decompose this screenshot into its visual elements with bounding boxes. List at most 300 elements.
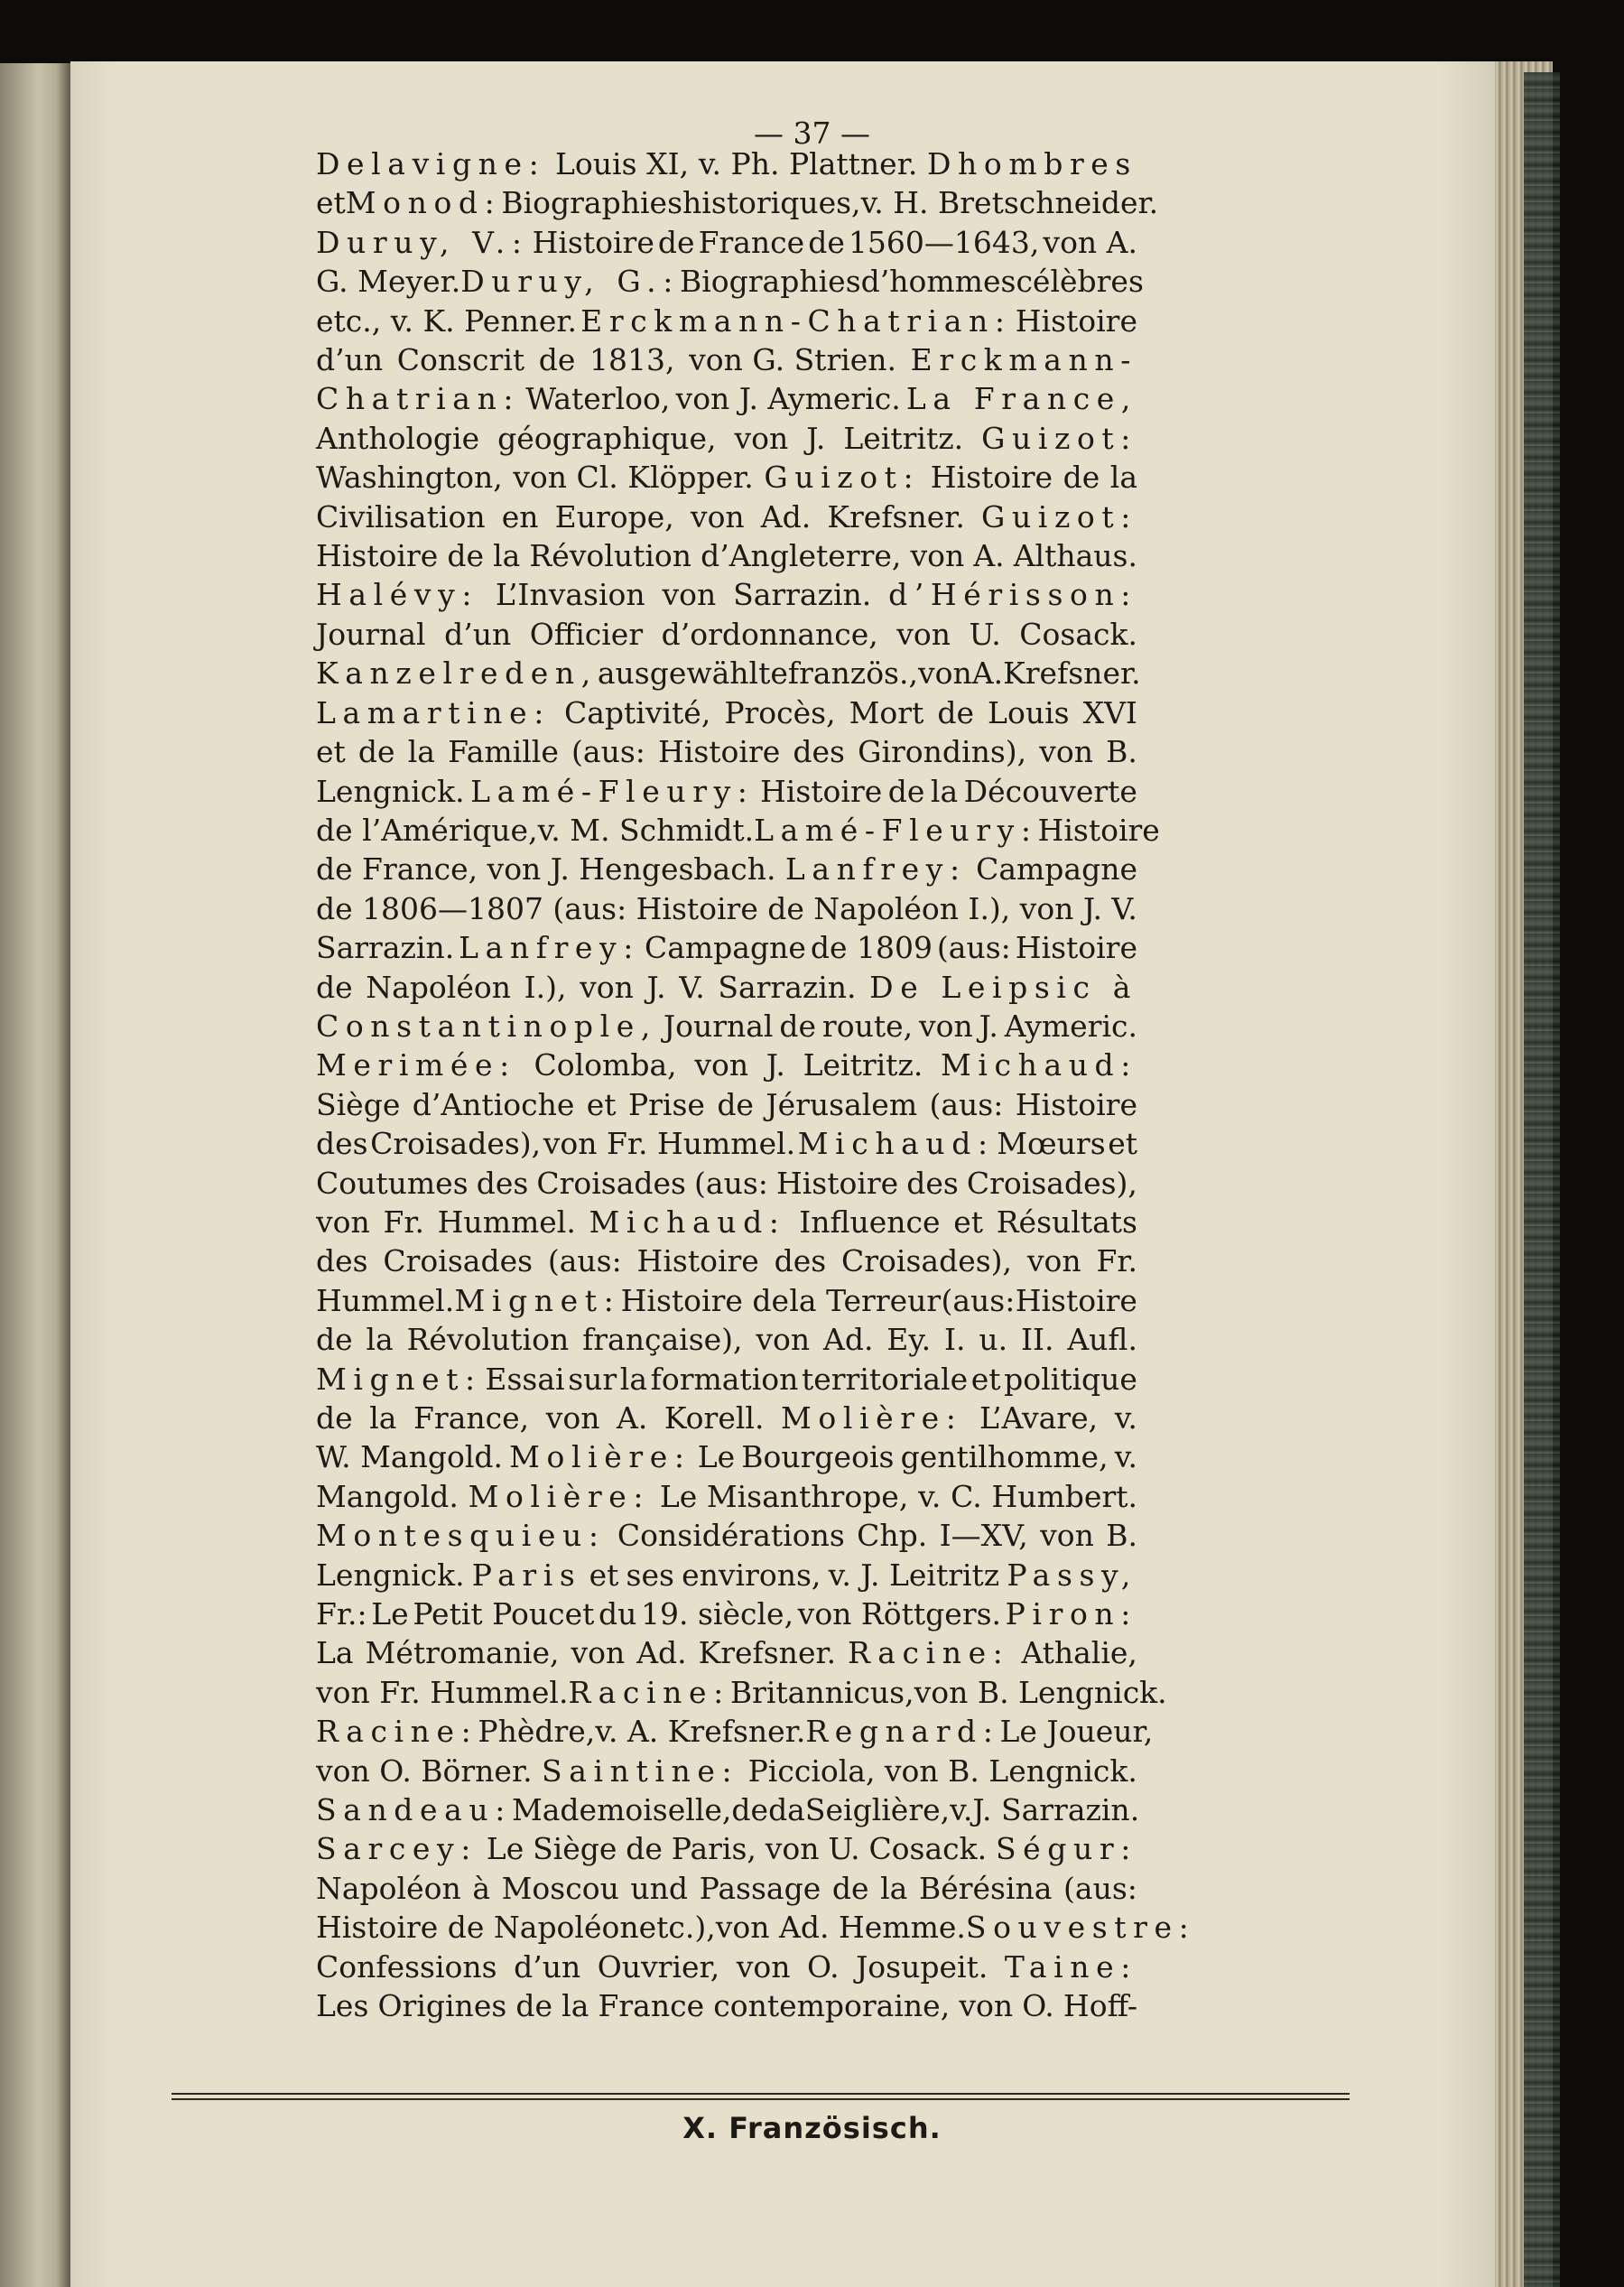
text-word: Mademoiselle, [511, 1792, 732, 1828]
text-word: et [1108, 1126, 1137, 1162]
text-word: XI, [646, 146, 690, 181]
text-line [316, 379, 1137, 418]
text-line [316, 1752, 1137, 1790]
text-word: 19. siècle, [641, 1596, 794, 1632]
text-word: v. A. Krefsner. [595, 1714, 806, 1750]
text-word: Origines [377, 1988, 507, 2024]
text-line [316, 1673, 1167, 1712]
text-word: von [884, 1752, 939, 1789]
text-word: von [316, 1752, 370, 1789]
text-line [316, 1124, 1137, 1163]
text-word: des [476, 1165, 529, 1201]
text-word: von [316, 1204, 370, 1240]
text-word: Découverte [963, 773, 1137, 809]
text-word: von [571, 1635, 626, 1671]
text-word: Napoléon [366, 969, 511, 1005]
text-word: Campagne [644, 930, 806, 966]
text-line [316, 1360, 1137, 1399]
text-word: des [906, 1165, 959, 1201]
author-name: Lamé-Fleury: [754, 812, 1038, 848]
text-word: W. Mangold. [316, 1439, 504, 1475]
section-footer: X. Französisch. [682, 2111, 942, 2145]
text-word: Le Joueur, [999, 1714, 1154, 1750]
text-word: Journal [316, 616, 426, 652]
text-word: route, [821, 1008, 914, 1044]
author-name: Mignet: [454, 1282, 621, 1318]
text-word: Journal [663, 1008, 774, 1044]
text-word: Considérations [617, 1518, 845, 1554]
text-word: Louis [554, 146, 637, 181]
text-line [316, 811, 1160, 850]
text-word: Fr. [383, 1204, 424, 1240]
text-word: J. [979, 1008, 998, 1044]
text-word: von [694, 1047, 749, 1083]
text-word: Athalie, [1021, 1635, 1137, 1671]
text-line [316, 1007, 1137, 1046]
text-word: v. [950, 1792, 973, 1828]
text-word: Fr.: [316, 1596, 367, 1632]
text-word: Officier [529, 616, 644, 652]
text-word: Résultats [996, 1204, 1137, 1240]
text-word: Aymeric. [1004, 1008, 1137, 1044]
text-word: Famille [448, 734, 559, 770]
text-line [316, 144, 1137, 183]
author-name: Paris [471, 1557, 582, 1593]
text-word: de [538, 342, 576, 378]
text-word: Croisades [383, 1243, 534, 1279]
text-word: et [953, 1204, 984, 1240]
author-name: Guizot: [981, 420, 1137, 456]
text-word: 1813, [589, 342, 675, 378]
text-word: et [316, 185, 346, 221]
text-word: gentilhomme, [900, 1439, 1109, 1475]
text-line [316, 1477, 1137, 1516]
text-word: Britannicus, [729, 1674, 914, 1710]
author-name: Lamé-Fleury: [470, 773, 755, 809]
text-word: A. [971, 655, 1004, 692]
text-word: Josupeit. [856, 1948, 988, 1985]
text-word: U. [969, 616, 1001, 652]
text-word: Korell. [664, 1400, 765, 1436]
text-word: von B. Lengnick. [914, 1674, 1167, 1710]
text-word: la [561, 1988, 589, 2024]
text-word: Histoire [636, 890, 758, 926]
text-word: von A. [1043, 224, 1137, 260]
text-line [316, 536, 1137, 575]
text-word: (aus: [929, 1086, 1004, 1122]
text-word: de [731, 1792, 769, 1828]
text-word: la [1109, 460, 1137, 496]
text-word: I. [943, 1322, 966, 1358]
text-word: von [917, 655, 972, 692]
text-word: Histoire [930, 460, 1053, 496]
text-word: Les [316, 1988, 369, 2024]
text-line [316, 1986, 1137, 2025]
text-word: v. Ph. Plattner. [698, 146, 918, 181]
author-name: De Leipsic à [869, 969, 1137, 1005]
text-line [316, 1712, 1154, 1751]
text-word: environs, [682, 1557, 821, 1593]
text-word: France [598, 1988, 705, 2024]
text-line [316, 1046, 1137, 1084]
text-word: und [630, 1870, 689, 1906]
text-word: u. [979, 1322, 1008, 1358]
text-word: Seiglière, [804, 1792, 951, 1828]
text-word: Histoire [658, 734, 781, 770]
text-word: et [970, 1361, 1001, 1397]
text-word: von [1026, 1243, 1081, 1279]
text-line [316, 1516, 1137, 1555]
text-word: de [515, 1988, 553, 2024]
text-word: ses [626, 1557, 674, 1593]
text-word: (aus: [1063, 1870, 1137, 1906]
author-name: La France, [905, 381, 1137, 417]
author-name: Souvestre: [965, 1910, 1196, 1946]
text-word: Leitritz. [803, 1047, 923, 1083]
text-word: B. [1106, 1518, 1137, 1554]
text-line [316, 340, 1137, 379]
text-word: Krefsner. [1003, 655, 1141, 692]
text-word: von [690, 498, 745, 535]
text-word: d’un [444, 616, 512, 652]
text-word: Métromanie, [365, 1635, 560, 1671]
text-word: von Röttgers. [797, 1596, 1002, 1632]
text-word: Ouvrier, [597, 1948, 720, 1985]
text-word: Europe, [554, 498, 674, 535]
text-word: la [493, 538, 521, 574]
text-word: Hoff- [1063, 1988, 1137, 2024]
text-word: Hengesbach. [579, 851, 776, 888]
text-line [316, 1203, 1137, 1241]
text-word: et [589, 1557, 619, 1593]
text-word: Le [371, 1596, 409, 1632]
text-word: Krefsner. [827, 498, 965, 535]
text-word: Cosack. [868, 1831, 988, 1867]
text-word: France, [362, 851, 478, 888]
text-word: Ad. [760, 498, 812, 535]
text-word: Biographies [501, 185, 683, 221]
text-word: v. [918, 1478, 942, 1514]
text-word: O. [806, 1948, 840, 1985]
text-word: Napoléon [316, 1870, 461, 1906]
text-word: B. [948, 1752, 979, 1789]
text-word: de [316, 890, 353, 926]
author-name: d’Hérisson: [888, 577, 1137, 613]
text-word: ausgewählte [597, 655, 788, 692]
text-word: J. [550, 851, 570, 888]
text-word: de [316, 1322, 353, 1358]
text-line [316, 889, 1137, 928]
author-name: Michaud: [941, 1047, 1137, 1083]
text-word: de [937, 694, 975, 730]
author-name: Ségur: [995, 1831, 1137, 1867]
text-line [316, 1164, 1137, 1203]
author-name: Taine: [1004, 1948, 1137, 1985]
text-word: (aus: [547, 1243, 622, 1279]
text-word: U. [828, 1831, 860, 1867]
text-line [316, 1594, 1137, 1633]
text-word: v. [1114, 1400, 1137, 1436]
text-word: Passage [699, 1870, 821, 1906]
text-word: Histoire [1015, 1086, 1137, 1122]
text-word: von [910, 538, 965, 574]
author-name: Constantinople, [316, 1008, 657, 1044]
text-word: d’Antioche [412, 1086, 575, 1122]
text-word: d’Angleterre, [701, 538, 902, 574]
text-word: Phèdre, [478, 1714, 596, 1750]
text-word: d’un [514, 1948, 581, 1985]
text-word: Conscrit [396, 342, 525, 378]
text-word: Mort [849, 694, 924, 730]
text-word: des [774, 1243, 827, 1279]
text-word: Le Misanthrope, [659, 1478, 909, 1514]
text-word: Chp. [857, 1518, 928, 1554]
text-word: de [626, 1831, 663, 1867]
text-word: II. [1020, 1322, 1054, 1358]
text-line [316, 1948, 1137, 1986]
author-name: Chatrian: [316, 381, 521, 417]
text-word: (aus: [571, 734, 645, 770]
text-word: Révolution [529, 538, 692, 574]
text-word: Histoire de [620, 1282, 790, 1318]
text-word: contemporaine, [713, 1988, 951, 2024]
text-word: de [831, 1870, 869, 1906]
text-word: Influence [799, 1204, 941, 1240]
text-word: Moscou [501, 1870, 619, 1906]
text-line [316, 497, 1137, 536]
text-word: de [657, 224, 695, 260]
text-word: Lengnick. [316, 1557, 465, 1593]
text-word: territoriale [801, 1361, 969, 1397]
author-name: Michaud: [589, 1204, 786, 1240]
author-name: Regnard: [805, 1714, 1000, 1750]
text-line [316, 419, 1137, 458]
text-word: V. [1111, 890, 1137, 926]
text-word: Histoire [775, 1165, 899, 1201]
author-name: Racine: [568, 1674, 730, 1710]
author-name: Guizot: [764, 460, 921, 496]
text-word: Aufl. [1067, 1322, 1137, 1358]
text-word: historiques, [682, 185, 861, 221]
text-word: v. H. Bretschneider. [860, 185, 1159, 221]
text-line [316, 772, 1137, 811]
author-name: Merimée: [316, 1047, 516, 1083]
text-word: Colomba, [534, 1047, 677, 1083]
text-word: de [316, 969, 353, 1005]
text-word: France, [413, 1400, 530, 1436]
text-word: Althaus. [1013, 538, 1137, 574]
text-word: J. [766, 1047, 785, 1083]
text-word: à [472, 1870, 491, 1906]
text-word: Washington, [316, 460, 503, 496]
text-word: la [369, 1400, 397, 1436]
author-name: Duruy, V.: [316, 224, 529, 260]
text-word: J. [806, 420, 826, 456]
author-name: Erckmann- [910, 342, 1137, 378]
text-word: et [316, 734, 346, 770]
author-name: Passy, [1007, 1557, 1137, 1593]
text-word: et [586, 1086, 617, 1122]
text-word: de [357, 734, 395, 770]
text-word: von Ad. Hemme. [715, 1910, 966, 1946]
text-word: Révolution [406, 1322, 570, 1358]
text-line [316, 458, 1137, 497]
text-word: Sarrazin. [718, 969, 857, 1005]
text-word: de [767, 890, 804, 926]
text-line [316, 850, 1137, 888]
text-word: la [366, 1322, 394, 1358]
author-name: Lanfrey: [459, 930, 640, 966]
author-name: Molière: [781, 1400, 963, 1436]
text-word: J. Sarrazin. [972, 1792, 1140, 1828]
text-word: (aus: [936, 930, 1011, 966]
text-word: Histoire [1015, 930, 1137, 966]
text-word: von [1039, 734, 1094, 770]
author-name: Lamartine: [316, 694, 551, 730]
text-word: B. [1106, 734, 1137, 770]
text-word: Siège [533, 1831, 617, 1867]
author-name: Delavigne: [316, 146, 546, 181]
text-word: Jérusalem [766, 1086, 918, 1122]
text-word: d’hommes [860, 264, 1016, 300]
text-word: Le [697, 1439, 736, 1475]
text-line [316, 1829, 1137, 1868]
text-word: la Terreur [789, 1282, 942, 1318]
text-line [316, 302, 1137, 340]
text-word: la [930, 773, 959, 809]
text-word: la [407, 734, 435, 770]
text-word: Bérésina [918, 1870, 1053, 1906]
text-line [316, 654, 1141, 693]
text-word: Lengnick. [316, 773, 465, 809]
author-name: Sarcey: [316, 1831, 478, 1867]
text-word: Cosack. [1019, 616, 1137, 652]
text-word: de [447, 538, 484, 574]
text-word: d’un [316, 342, 384, 378]
text-word: la [619, 1361, 647, 1397]
text-word: Histoire [1037, 812, 1160, 848]
text-word: la [880, 1870, 908, 1906]
text-word: Essai [485, 1361, 565, 1397]
text-word: von [734, 420, 789, 456]
text-word: von [580, 969, 634, 1005]
text-line [316, 615, 1137, 654]
text-word: française), [582, 1322, 743, 1358]
text-word: Fr. [1096, 1243, 1137, 1279]
text-word: I—XV, [939, 1518, 1028, 1554]
author-name: Molière: [468, 1478, 651, 1514]
text-word: Coutumes [316, 1165, 469, 1201]
text-word: Croisades), [841, 1243, 1013, 1279]
text-word: 1806—1807 [362, 890, 543, 926]
text-word: XVI [1082, 694, 1137, 730]
text-word: A. [617, 1400, 648, 1436]
text-word: von Fr. Hummel. [543, 1126, 796, 1162]
text-line [316, 1790, 1140, 1829]
text-word: (aus: [552, 890, 627, 926]
text-word: Girondins), [858, 734, 1027, 770]
text-line [316, 223, 1137, 262]
text-word: Captivité, [563, 694, 711, 730]
text-word: von [1040, 1518, 1094, 1554]
text-word: (aus: [694, 1165, 768, 1201]
text-word: von [896, 616, 951, 652]
text-word: Siège [316, 1086, 401, 1122]
bibliography-text [316, 144, 1196, 2026]
text-word: Petit Poucet [413, 1596, 595, 1632]
text-word: von [756, 1322, 811, 1358]
text-word: V. [679, 969, 705, 1005]
text-word: de [316, 851, 353, 888]
text-word: Histoire de Napoléon [316, 1910, 639, 1946]
text-line [316, 1908, 1196, 1947]
text-word: Prise [627, 1086, 705, 1122]
text-word: de [887, 773, 925, 809]
text-word: von [1019, 890, 1074, 926]
text-word: 1560—1643, [848, 224, 1040, 260]
text-word: Bourgeois [741, 1439, 895, 1475]
author-name: Dhombres [927, 146, 1137, 181]
text-word: von Fr. Hummel. [316, 1674, 569, 1710]
page-number: — 37 — [754, 116, 870, 151]
text-word: v. J. Leitritz [828, 1557, 1000, 1593]
book-cover-edge [1524, 72, 1560, 2287]
text-word: France [698, 224, 805, 260]
text-word: Sarrazin. [316, 930, 455, 966]
text-line [316, 1556, 1137, 1594]
text-line [316, 183, 1159, 222]
text-word: von G. Strien. [689, 342, 897, 378]
text-word: Paris, [671, 1831, 756, 1867]
footer-rule-bottom [172, 2098, 1350, 2100]
text-word: O. [379, 1752, 412, 1789]
text-line [316, 1320, 1137, 1359]
text-word: von [545, 1400, 600, 1436]
text-word: Le [486, 1831, 524, 1867]
text-word: da [768, 1792, 805, 1828]
text-word: Procès, [724, 694, 836, 730]
author-name: Halévy: [316, 577, 479, 613]
text-word: von [765, 1831, 820, 1867]
text-line [316, 732, 1137, 771]
text-word: von [487, 851, 542, 888]
text-word: (aus: [941, 1282, 1016, 1318]
text-line [316, 1085, 1137, 1124]
text-word: Hummel. [316, 1282, 455, 1318]
text-word: J. [1082, 890, 1102, 926]
author-name: Montesquieu: [316, 1518, 606, 1554]
text-word: L’Invasion [495, 577, 645, 613]
text-word: Hummel. [437, 1204, 576, 1240]
author-name: Racine: [316, 1714, 478, 1750]
text-line [316, 262, 1144, 301]
author-name: Molière: [509, 1439, 691, 1475]
text-word: de 1809 [810, 930, 933, 966]
text-word: I.), [524, 969, 567, 1005]
text-word: Leitritz. [843, 420, 964, 456]
text-word: Croisades [536, 1165, 686, 1201]
text-word: O. [1022, 1988, 1054, 2024]
text-word: Biographies [679, 264, 861, 300]
text-word: Humbert. [991, 1478, 1137, 1514]
text-line [316, 693, 1137, 732]
facing-page-edge [0, 63, 70, 2287]
text-word: des [793, 734, 845, 770]
text-word: Louis [988, 694, 1070, 730]
text-word: du [599, 1596, 637, 1632]
text-word: célèbres [1016, 264, 1144, 300]
text-word: J. [646, 969, 666, 1005]
